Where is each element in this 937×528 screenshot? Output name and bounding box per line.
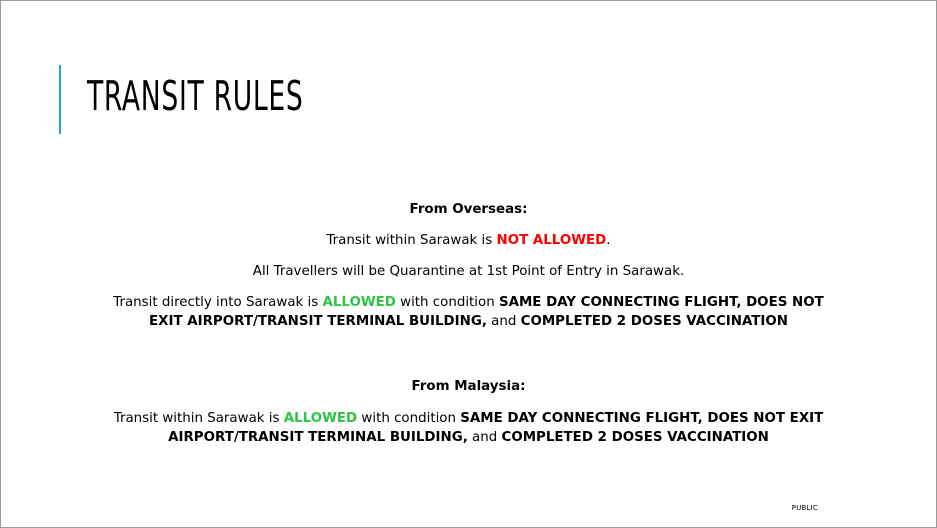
malaysia-transit-text: Transit within Sarawak is	[113, 411, 284, 426]
overseas-transit-line	[1, 231, 936, 250]
classification-label: PUBLIC	[791, 504, 818, 512]
overseas-condition-part1: SAME DAY CONNECTING FLIGHT, DOES NOT	[498, 295, 824, 310]
malaysia-condition-part2: AIRPORT/TRANSIT TERMINAL BUILDING,	[168, 430, 468, 445]
malaysia-allowed-status: ALLOWED	[283, 411, 358, 426]
slide-title	[87, 71, 388, 121]
malaysia-and-text: and	[467, 430, 502, 445]
malaysia-condition-line2	[1, 428, 936, 447]
overseas-transit-text: Transit within Sarawak is	[326, 233, 497, 248]
overseas-heading: From Overseas:	[409, 202, 528, 217]
overseas-direct-transit-text: Transit directly into Sarawak is	[113, 295, 323, 310]
title-accent-bar	[59, 65, 61, 134]
not-allowed-status: NOT ALLOWED	[496, 233, 607, 248]
overseas-direct-transit-line	[1, 293, 936, 312]
slide-title-text: TRANSIT RULES	[87, 72, 304, 120]
malaysia-condition-part1: SAME DAY CONNECTING FLIGHT, DOES NOT EXIT	[460, 411, 824, 426]
overseas-condition-part2: EXIT AIRPORT/TRANSIT TERMINAL BUILDING,	[149, 314, 487, 329]
malaysia-vaccination-condition: COMPLETED 2 DOSES VACCINATION	[501, 430, 769, 445]
overseas-allowed-status: ALLOWED	[322, 295, 396, 310]
malaysia-condition-text: with condition	[357, 411, 461, 426]
overseas-condition-line2	[1, 312, 936, 331]
overseas-condition-text: with condition	[395, 295, 499, 310]
malaysia-heading: From Malaysia:	[411, 379, 526, 394]
overseas-vaccination-condition: COMPLETED 2 DOSES VACCINATION	[520, 314, 788, 329]
overseas-transit-period: .	[606, 233, 611, 248]
malaysia-transit-line	[1, 409, 936, 428]
overseas-and-text: and	[486, 314, 521, 329]
overseas-quarantine-line: All Travellers will be Quarantine at 1st Point of Entry in Sarawak.	[252, 264, 685, 279]
